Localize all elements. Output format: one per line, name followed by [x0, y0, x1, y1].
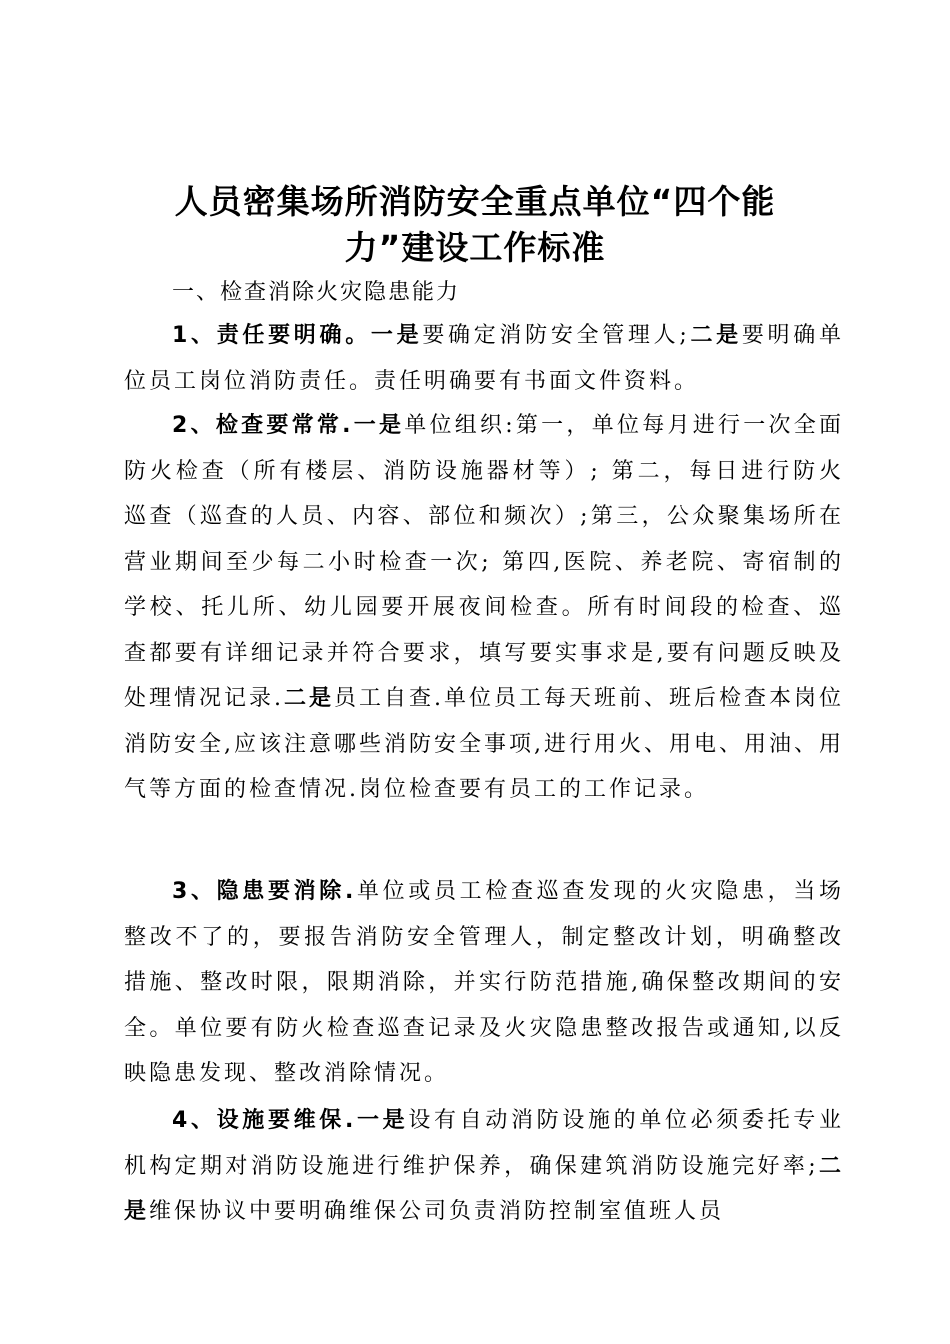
- item-4-heading: 4、设施要维保.: [172, 1108, 357, 1133]
- paragraph-item-4: [124, 1098, 844, 1235]
- item-3-heading: 3、隐患要消除.: [172, 879, 357, 904]
- item-4-first-text: 设有自动消防设施的单位必须委托专业机构定期对消防设施进行维护保养，确保建筑消防设施完好率;: [124, 1108, 844, 1179]
- item-1-first-text: 要确定消防安全管理人;: [422, 323, 690, 348]
- item-4-second-text: 维保协议中要明确维保公司负责消防控制室值班人员: [149, 1199, 725, 1224]
- item-2-second-label: 二是: [284, 686, 335, 711]
- item-4-second-label: 二是: [124, 1153, 844, 1224]
- item-1-first-label: 一是: [370, 323, 423, 348]
- item-2-second-text: 员工自查.单位员工每天班前、班后检查本岗位消防安全,应该注意哪些消防安全事项,进行用火、用电、用油、用气等方面的检查情况.岗位检查要有员工的工作记录。: [124, 686, 845, 802]
- paragraph-item-1: [124, 313, 844, 404]
- section-heading: 一、检查消除火灾隐患能力: [172, 280, 461, 305]
- item-1-second-label: 二是: [689, 323, 742, 348]
- item-4-first-label: 一是: [356, 1108, 409, 1133]
- paragraph-item-2: [124, 403, 844, 813]
- item-2-heading: 2、检查要常常.: [172, 413, 354, 438]
- item-1-heading: 1、责任要明确。: [172, 323, 371, 348]
- document-title-line2: 力”建设工作标准: [344, 228, 606, 267]
- item-3-text: 单位或员工检查巡查发现的火灾隐患，当场整改不了的，要报告消防安全管理人，制定整改计划，明确整改措施、整改时限，限期消除，并实行防范措施,确保整改期间的安全。单位要有防火检查巡查记录及火灾隐患整改报告或通知,以反映隐患发现、整改消除情况。: [124, 879, 844, 1086]
- item-1-second-text: 要明确单位员工岗位消防责任。责任明确要有书面文件资料。: [124, 323, 844, 394]
- item-2-first-text: 单位组织:第一，单位每月进行一次全面防火检查（所有楼层、消防设施器材等）; 第二，每日进行防火巡查（巡查的人员、内容、部位和频次）;第三，公众聚集场所在营业期间至少每二小时检查一次; 第四,医院、养老院、寄宿制的学校、托儿所、幼儿园要开展夜间检查。所有时间段的检查、巡查都要有详细记录并符合要求，填写要实事求是,要有问题反映及处理情况记录.: [124, 413, 844, 711]
- paragraph-item-3: [124, 869, 844, 1097]
- document-title-line1: 人员密集场所消防安全重点单位“四个能: [174, 182, 776, 221]
- item-2-first-label: 一是: [353, 413, 405, 438]
